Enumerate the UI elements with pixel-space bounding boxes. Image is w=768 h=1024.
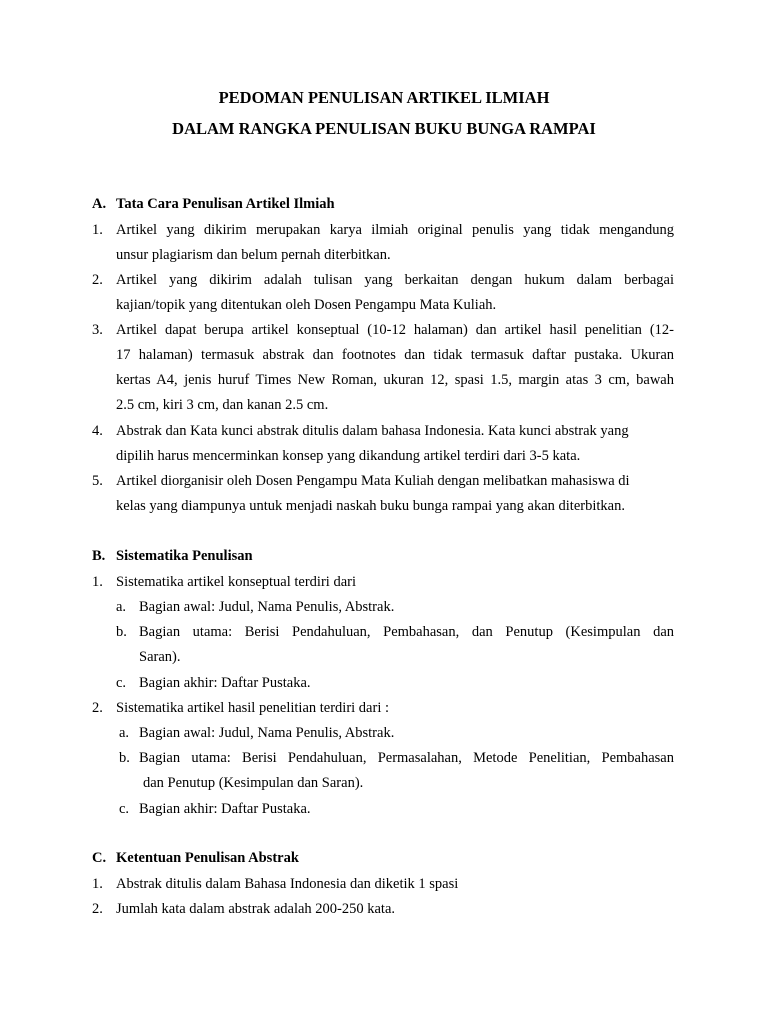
item-text-line: Abstrak dan Kata kunci abstrak ditulis dalam bahasa Indonesia. Kata kunci abstrak yang <box>116 423 629 439</box>
sub-item-text-line: Bagian awal: Judul, Nama Penulis, Abstrak. <box>139 725 395 741</box>
section-c-marker: C. <box>92 850 107 866</box>
section-c-heading: Ketentuan Penulisan Abstrak <box>116 850 299 866</box>
document-title: PEDOMAN PENULISAN ARTIKEL ILMIAH <box>218 88 550 107</box>
sub-item-marker: c. <box>119 801 130 817</box>
item-text-line: Abstrak ditulis dalam Bahasa Indonesia dan diketik 1 spasi <box>116 876 459 892</box>
sub-item-text-line: dan Penutup (Kesimpulan dan Saran). <box>143 775 364 791</box>
item-text-line: Artikel yang dikirim merupakan karya ilmiah original penulis yang tidak mengandung <box>116 222 674 238</box>
section-b-marker: B. <box>92 548 106 564</box>
item-text-line: dipilih harus mencerminkan konsep yang dikandung artikel terdiri dari 3-5 kata. <box>116 448 581 464</box>
item-text-line: Artikel dapat berupa artikel konseptual (10-12 halaman) dan artikel hasil penelitian (12- <box>116 322 674 338</box>
item-marker: 1. <box>92 222 103 238</box>
sub-item-marker: b. <box>116 624 127 640</box>
item-text-line: 17 halaman) termasuk abstrak dan footnotes dan tidak termasuk daftar pustaka. Ukuran <box>116 347 674 363</box>
sub-item-text-line: Bagian awal: Judul, Nama Penulis, Abstrak. <box>139 599 395 615</box>
item-text-line: 2.5 cm, kiri 3 cm, dan kanan 2.5 cm. <box>116 397 329 413</box>
item-text-line: unsur plagiarism dan belum pernah diterbitkan. <box>116 247 391 263</box>
item-text-line: kertas A4, jenis huruf Times New Roman, ukuran 12, spasi 1.5, margin atas 3 cm, bawah <box>116 372 674 388</box>
sub-item-text-line: Saran). <box>139 649 181 665</box>
sub-item-marker: c. <box>116 675 127 691</box>
item-marker: 2. <box>92 700 103 716</box>
item-text-line: Artikel diorganisir oleh Dosen Pengampu Mata Kuliah dengan melibatkan mahasiswa di <box>116 473 630 489</box>
item-text-line: Jumlah kata dalam abstrak adalah 200-250 kata. <box>116 901 396 917</box>
item-text-line: Artikel yang dikirim adalah tulisan yang berkaitan dengan hukum dalam berbagai <box>116 272 674 288</box>
item-marker: 5. <box>92 473 103 489</box>
section-b-heading: Sistematika Penulisan <box>116 548 253 564</box>
sub-item-text-line: Bagian akhir: Daftar Pustaka. <box>139 801 311 817</box>
item-text-line: Sistematika artikel konseptual terdiri dari <box>116 574 356 590</box>
sub-item-marker: a. <box>119 725 130 741</box>
item-marker: 1. <box>92 876 103 892</box>
sub-item-marker: a. <box>116 599 127 615</box>
section-a-marker: A. <box>92 196 107 212</box>
item-marker: 2. <box>92 272 103 288</box>
item-text-line: kajian/topik yang ditentukan oleh Dosen Pengampu Mata Kuliah. <box>116 297 497 313</box>
item-marker: 2. <box>92 901 103 917</box>
document-subtitle: DALAM RANGKA PENULISAN BUKU BUNGA RAMPAI <box>172 119 596 138</box>
section-a-heading: Tata Cara Penulisan Artikel Ilmiah <box>116 196 335 212</box>
item-marker: 1. <box>92 574 103 590</box>
item-text-line: kelas yang diampunya untuk menjadi naskah buku bunga rampai yang akan diterbitkan. <box>116 498 625 514</box>
item-text-line: Sistematika artikel hasil penelitian terdiri dari : <box>116 700 390 716</box>
item-marker: 3. <box>92 322 103 338</box>
sub-item-marker: b. <box>119 750 130 766</box>
item-marker: 4. <box>92 423 103 439</box>
sub-item-text-line: Bagian utama: Berisi Pendahuluan, Permasalahan, Metode Penelitian, Pembahasan <box>139 750 674 766</box>
sub-item-text-line: Bagian akhir: Daftar Pustaka. <box>139 675 311 691</box>
sub-item-text-line: Bagian utama: Berisi Pendahuluan, Pembahasan, dan Penutup (Kesimpulan dan <box>139 624 674 640</box>
